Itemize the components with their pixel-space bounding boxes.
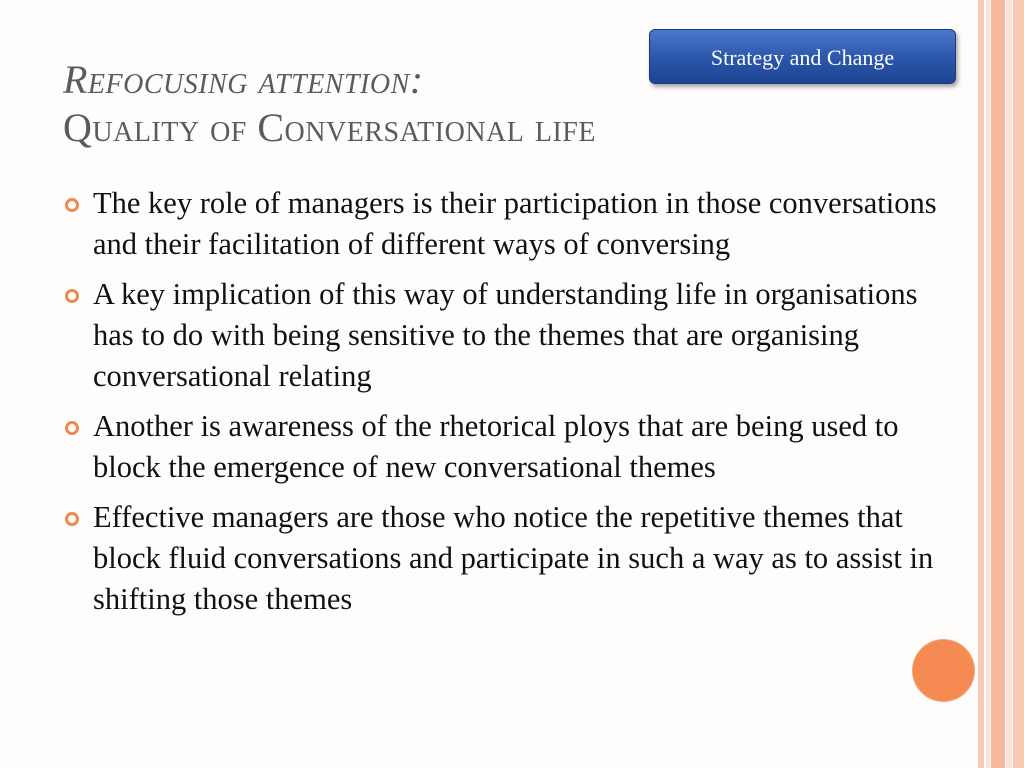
bullet-item	[64, 406, 964, 488]
bullet-ring-icon	[65, 289, 79, 303]
decorative-orange-circle	[913, 640, 974, 701]
bullet-item	[64, 183, 964, 265]
bullet-text: A key implication of this way of understanding life in organisations has to do with being sensitive to the themes that are organising conversational relating	[93, 277, 918, 393]
bullet-text: Another is awareness of the rhetorical ploys that are being used to block the emergence of new conversational themes	[93, 409, 899, 484]
decorative-stripe	[991, 0, 1005, 768]
bullet-item	[64, 497, 964, 620]
bullet-ring-icon	[65, 512, 79, 526]
bullet-item	[64, 274, 964, 397]
strategy-and-change-badge: Strategy and Change	[649, 29, 956, 84]
bullet-text: Effective managers are those who notice the repetitive themes that block fluid conversations and participate in such a way as to assist in shifting those themes	[93, 500, 934, 616]
slide-title	[63, 56, 596, 152]
bullet-list	[64, 183, 964, 629]
bullet-text: The key role of managers is their participation in those conversations and their facilitation of different ways of conversing	[93, 186, 937, 261]
decorative-stripe	[978, 0, 984, 768]
slide-title-line-1: Refocusing attention:	[63, 57, 424, 102]
bullet-ring-icon	[65, 198, 79, 212]
decorative-stripe	[1006, 0, 1012, 768]
slide-title-line-2: Quality of Conversational life	[63, 105, 596, 150]
decorative-stripe	[986, 0, 990, 768]
decorative-stripe	[1013, 0, 1024, 768]
bullet-ring-icon	[65, 421, 79, 435]
